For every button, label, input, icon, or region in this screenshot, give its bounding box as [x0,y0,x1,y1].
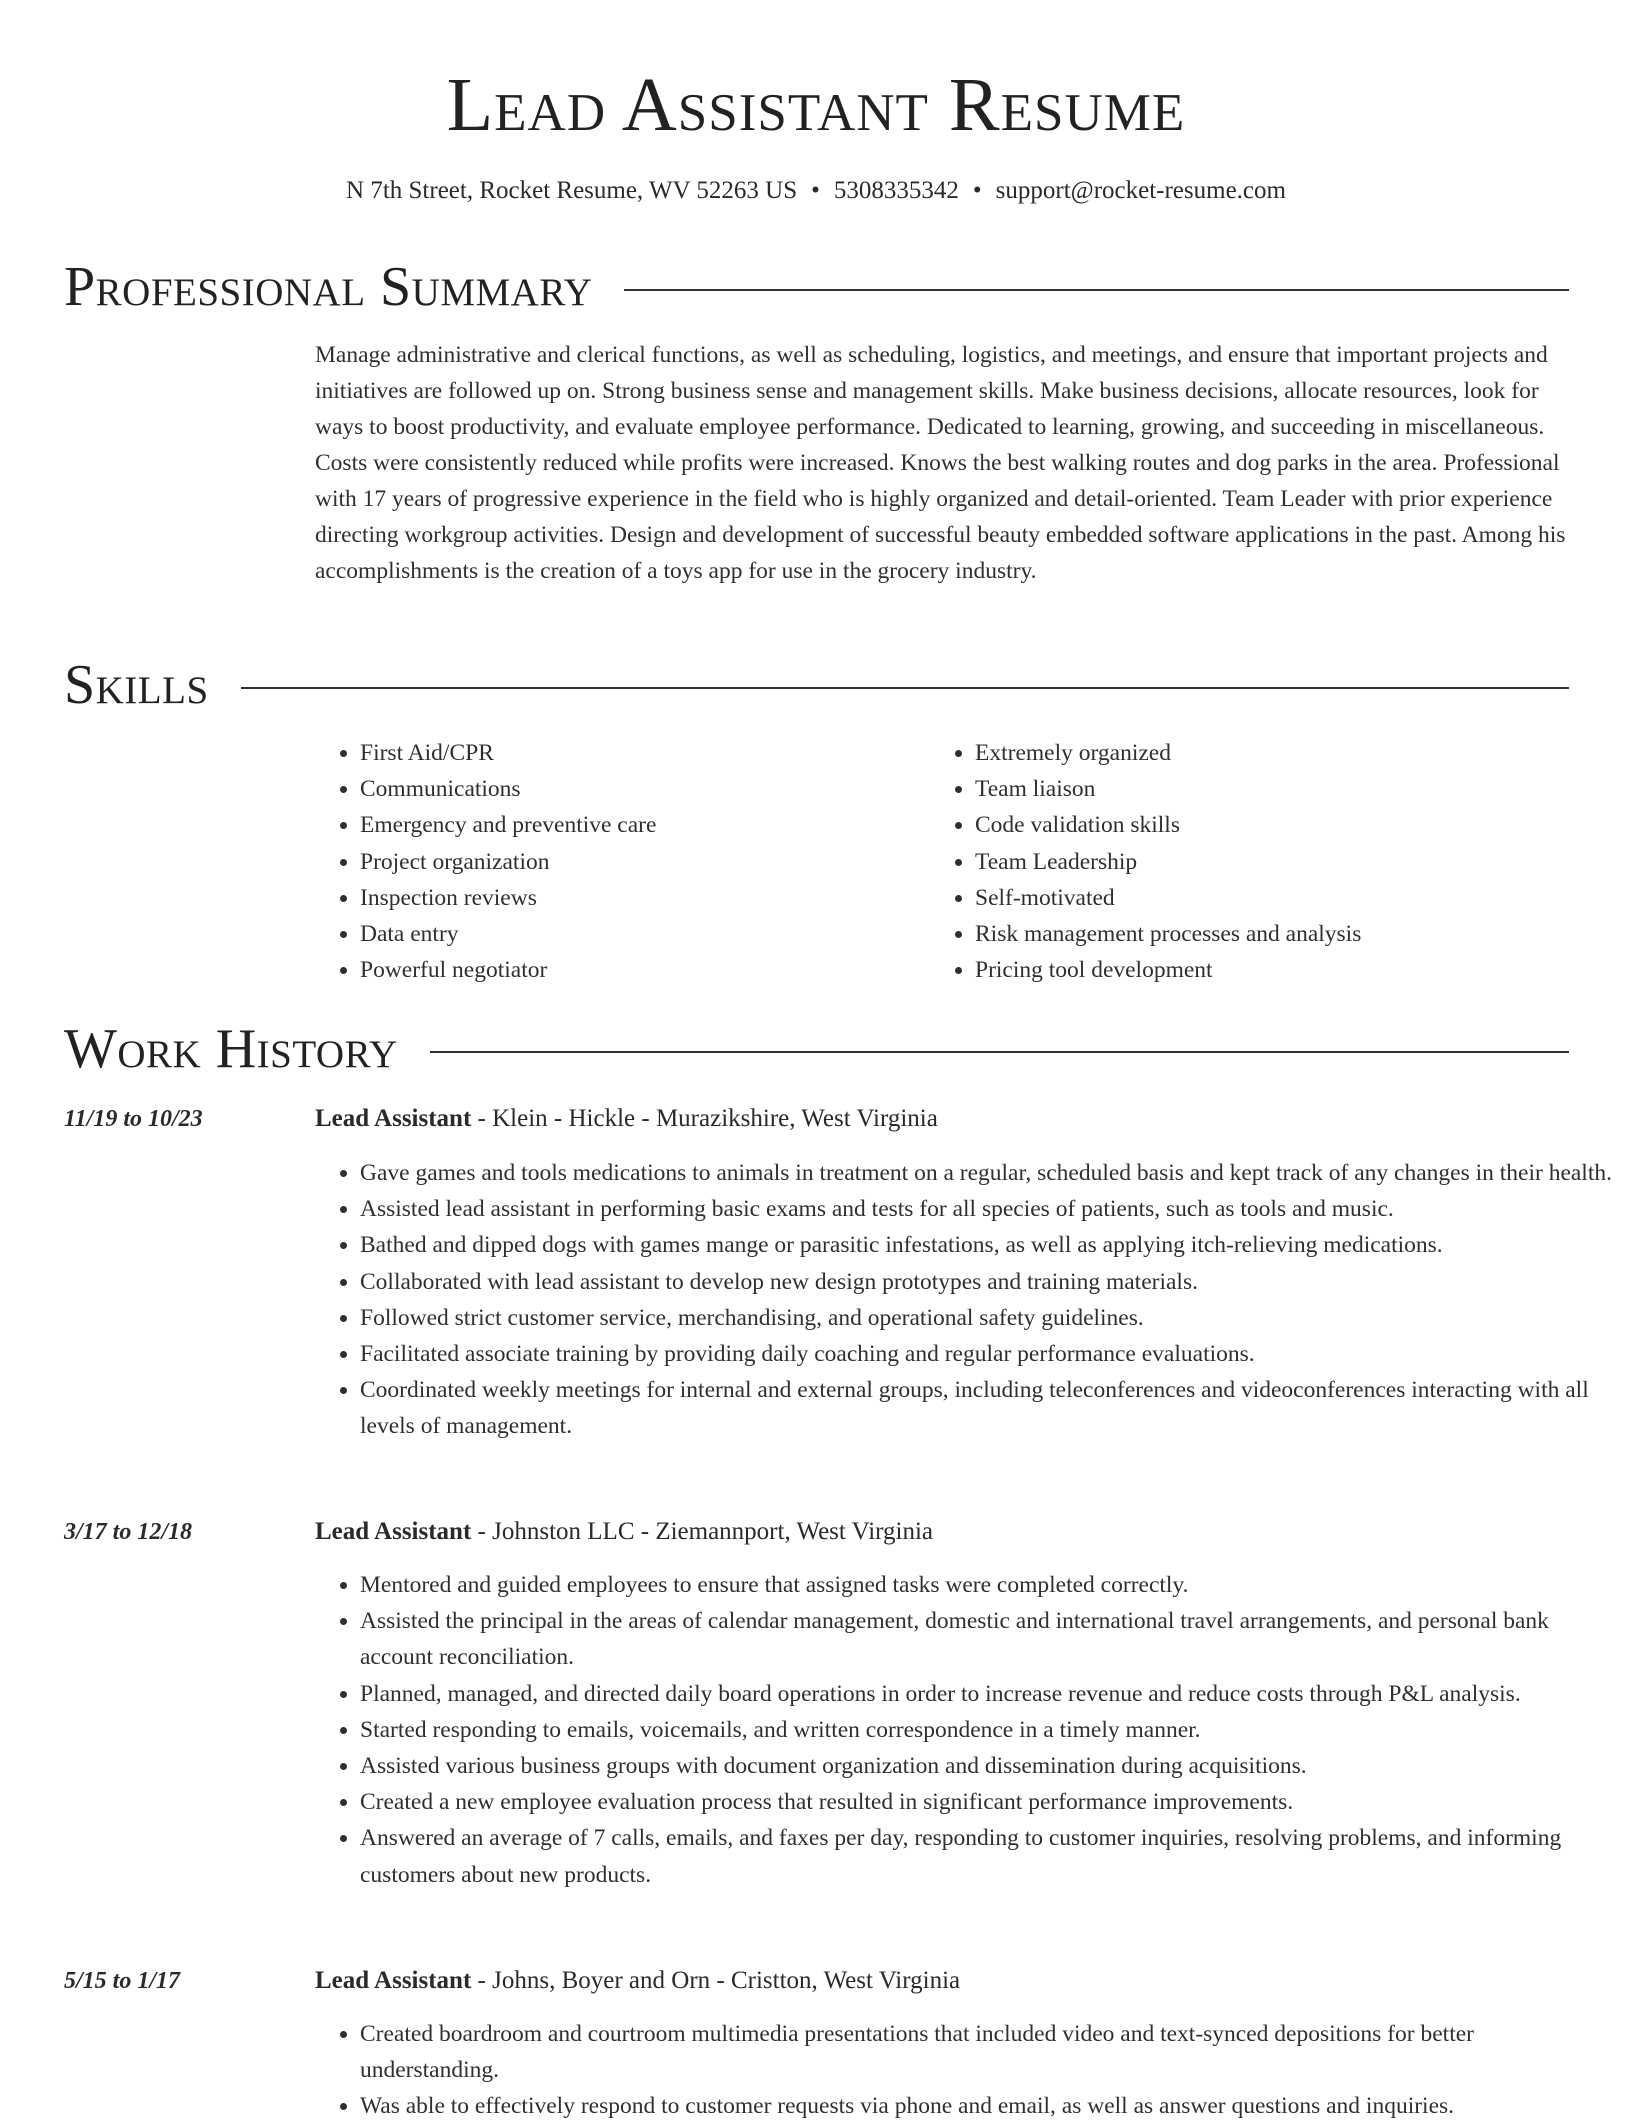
job-bullet: • Assisted various business groups with document organization and dissemination during acquisitions. [360,1748,1614,1784]
contact-address: N 7th Street, Rocket Resume, WV 52263 US [346,177,798,204]
skill-item: • Powerful negotiator [360,952,920,988]
skill-item: • First Aid/CPR [360,735,920,771]
skill-item: • Inspection reviews [360,880,920,916]
summary-text: Manage administrative and clerical functions, as well as scheduling, logistics, and meetings, and ensure that important projects and initiatives are followed up on. Strong business sense and management skills. Make business decisions, allocate resources, look for ways to boost productivity, and evaluate employee performance. Dedicated to learning, growing, and succeeding in miscellaneous. Costs were consistently reduced while profits were increased. Knows the best walking routes and dog parks in the area. Professional with 17 years of progressive experience in the field who is highly organized and detail-oriented. Team Leader with prior experience directing workgroup activities. Design and development of successful beauty embedded software applications in the past. Among his accomplishments is the creation of a toys app for use in the grocery industry. [315,342,1566,584]
skill-item: • Project organization [360,844,920,880]
resume-title: Lead Assistant Resume [446,63,1186,147]
skills-section-header [64,653,1569,717]
job-bullets [315,2016,1614,2125]
summary-section-header [64,255,1569,319]
contact-line [0,174,1632,208]
skill-item: • Extremely organized [975,735,1575,771]
job-bullet: • Followed strict customer service, merchandising, and operational safety guidelines. [360,1300,1614,1336]
job-bullet: • Started responding to emails, voicemails, and written correspondence in a timely manner. [360,1712,1614,1748]
skill-item: • Pricing tool development [975,952,1575,988]
work-heading: Work History [64,1018,398,1080]
job-bullet: • Assisted lead assistant in performing basic exams and tests for all species of patients, such as tools and music. [360,1191,1614,1227]
job-bullet: • Coordinated weekly meetings for internal and external groups, including teleconferences and videoconferences interacting with all levels of management. [360,1372,1614,1444]
job-title: Lead Assistant [315,1105,472,1132]
skill-item: • Communications [360,771,920,807]
job-bullet: • Created a new employee evaluation process that resulted in significant performance improvements. [360,1784,1614,1820]
contact-email: support@rocket-resume.com [995,177,1286,204]
job-employer: - Klein - Hickle - Murazikshire, West Virginia [471,1105,938,1132]
job-bullet: • Assisted the principal in the areas of calendar management, domestic and international travel arrangements, and personal bank account reconciliation. [360,1603,1614,1675]
job-title-line [315,1964,960,1998]
section-divider [430,1051,1569,1053]
job-bullet: • Created boardroom and courtroom multimedia presentations that included video and text-synced depositions for better understanding. [360,2016,1614,2088]
job-bullet: • Mentored and guided employees to ensure that assigned tasks were completed correctly. [360,1567,1614,1603]
skill-item: • Code validation skills [975,807,1575,843]
skill-item: • Emergency and preventive care [360,807,920,843]
job-bullet: • Facilitated associate training by providing daily coaching and regular performance evaluations. [360,1336,1614,1372]
job-employer: - Johnston LLC - Ziemannport, West Virginia [471,1518,934,1545]
job-dates: 11/19 to 10/23 [64,1106,203,1132]
skill-item: • Self-motivated [975,880,1575,916]
section-divider [241,687,1569,689]
skills-heading: Skills [64,654,209,716]
work-section-header [64,1017,1569,1081]
skill-item: • Team liaison [975,771,1575,807]
skill-item: • Team Leadership [975,844,1575,880]
job-bullet: • Collaborated with lead assistant to develop new design prototypes and training materials. [360,1264,1614,1300]
job-title-line [315,1102,938,1136]
skills-list-left [315,735,920,988]
job-title: Lead Assistant [315,1967,472,1994]
contact-phone: 5308335342 [833,177,959,204]
job-title-line [315,1515,933,1549]
job-employer: - Johns, Boyer and Orn - Cristton, West Virginia [471,1967,961,1994]
job-bullets [315,1155,1614,1445]
skill-item: • Data entry [360,916,920,952]
job-bullet: • Bathed and dipped dogs with games mange or parasitic infestations, as well as applying itch-relieving medications. [360,1227,1614,1263]
job-bullet: • Planned, managed, and directed daily board operations in order to increase revenue and reduce costs through P&L analysis. [360,1676,1614,1712]
skill-item: • Risk management processes and analysis [975,916,1575,952]
job-title: Lead Assistant [315,1518,472,1545]
contact-separator: • [811,177,820,204]
skills-list-right [930,735,1575,988]
contact-separator: • [972,177,982,204]
summary-heading: Professional Summary [64,256,593,318]
job-dates: 3/17 to 12/18 [64,1519,193,1545]
job-bullet: • Gave games and tools medications to animals in treatment on a regular, scheduled basis and kept track of any changes in their health. [360,1155,1614,1191]
job-dates: 5/15 to 1/17 [64,1968,181,1994]
section-divider [624,289,1569,291]
job-bullet: • Answered an average of 7 calls, emails, and faxes per day, responding to customer inquiries, resolving problems, and informing customers about new products. [360,1820,1614,1892]
job-bullet: • Was able to effectively respond to customer requests via phone and email, as well as answer questions and inquiries. [360,2088,1614,2124]
job-bullets [315,1567,1614,1893]
